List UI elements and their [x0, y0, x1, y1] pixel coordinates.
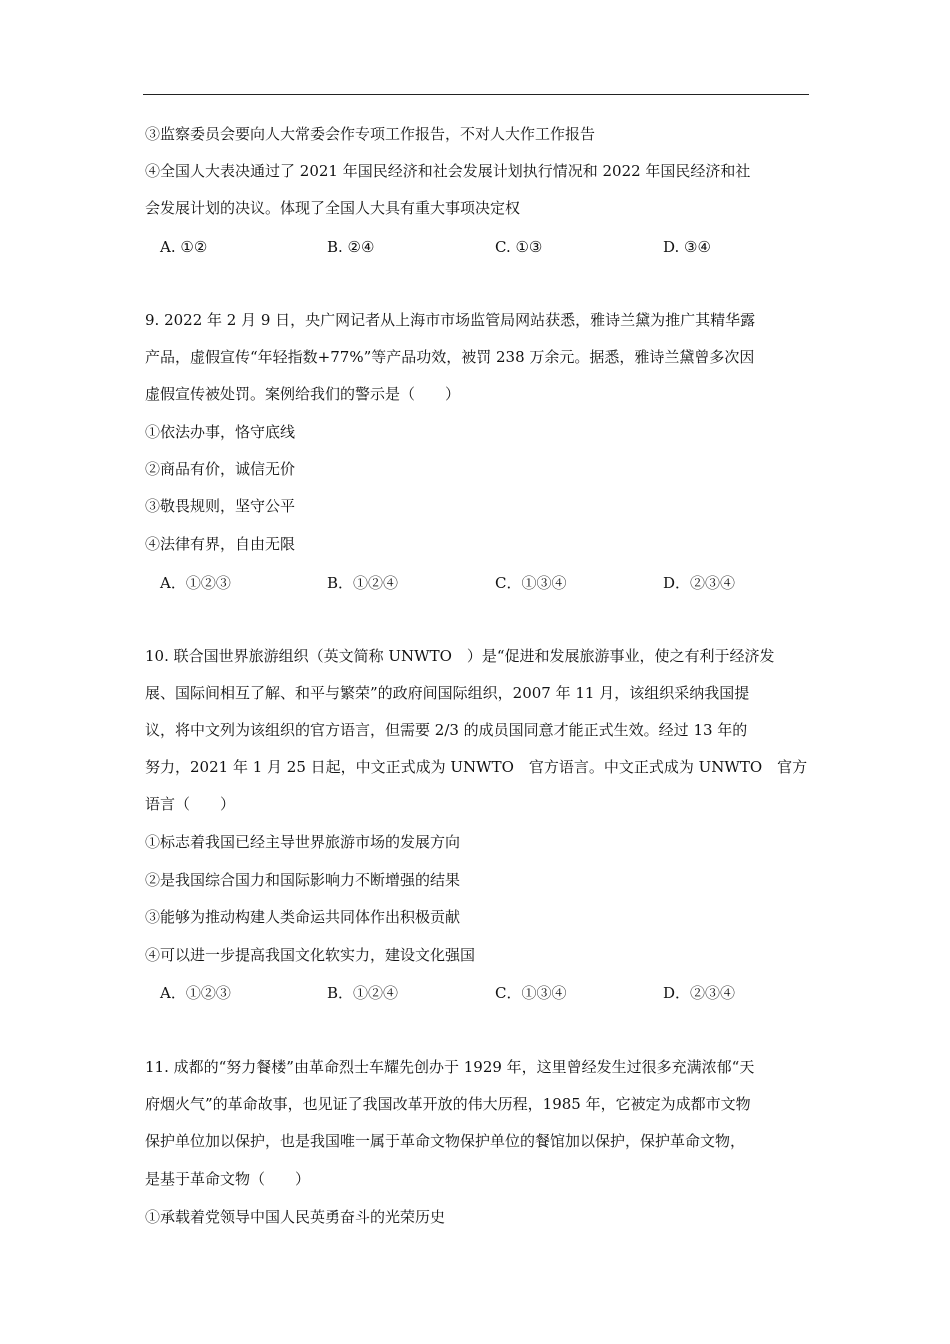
- q9-item-2: ②商品有价，诚信无价: [145, 460, 296, 478]
- q9-option-c: C．①③④: [495, 574, 567, 592]
- q9-option-b: B．①②④: [327, 574, 399, 592]
- q10-stem-line-3: 议，将中文列为该组织的官方语言，但需要 2/3 的成员国同意才能正式生效。经过 13 年的: [145, 721, 748, 739]
- q9-item-1: ①依法办事，恪守底线: [145, 423, 296, 441]
- q8-option-c: C. ①③: [495, 238, 543, 256]
- q8-item-4-line-1: ④全国人大表决通过了 2021 年国民经济和社会发展计划执行情况和 2022 年国民经济和社: [145, 162, 751, 180]
- q10-item-4: ④可以进一步提高我国文化软实力，建设文化强国: [145, 946, 476, 964]
- q8-item-4-line-2: 会发展计划的决议。体现了全国人大具有重大事项决定权: [145, 199, 521, 217]
- q10-option-d: D．②③④: [663, 984, 736, 1002]
- q10-option-a: A．①②③: [160, 984, 231, 1002]
- q11-item-1: ①承载着党领导中国人民英勇奋斗的光荣历史: [145, 1208, 446, 1226]
- q10-item-1: ①标志着我国已经主导世界旅游市场的发展方向: [145, 833, 461, 851]
- q8-option-b: B. ②④: [327, 238, 375, 256]
- q8-item-3: ③监察委员会要向人大常委会作专项工作报告，不对人大作工作报告: [145, 125, 596, 143]
- q11-stem-line-2: 府烟火气”的革命故事，也见证了我国改革开放的伟大历程，1985 年，它被定为成都市文物: [145, 1095, 751, 1113]
- q9-option-d: D．②③④: [663, 574, 736, 592]
- q8-option-d: D. ③④: [663, 238, 711, 256]
- q9-stem-line-3: 虚假宣传被处罚。案例给我们的警示是（ ）: [145, 385, 461, 403]
- q8-option-a: A. ①②: [160, 238, 208, 256]
- q10-stem-line-5: 语言（ ）: [145, 795, 236, 813]
- q9-option-a: A．①②③: [160, 574, 231, 592]
- q10-stem-line-4: 努力，2021 年 1 月 25 日起，中文正式成为 UNWTO 官方语言。中文正式成为 UNWTO 官方: [145, 758, 808, 776]
- q11-stem-line-3: 保护单位加以保护，也是我国唯一属于革命文物保护单位的餐馆加以保护，保护革命文物，: [145, 1132, 746, 1150]
- header-rule: [143, 94, 809, 95]
- q9-stem-line-1: 9. 2022 年 2 月 9 日，央广网记者从上海市市场监管局网站获悉，雅诗兰黛为推广其精华露: [145, 311, 756, 329]
- q11-stem-line-1: 11. 成都的“努力餐楼”由革命烈士车耀先创办于 1929 年，这里曾经发生过很多充满浓郁“天: [145, 1058, 755, 1076]
- q11-stem-line-4: 是基于革命文物（ ）: [145, 1170, 311, 1188]
- q9-stem-line-2: 产品，虚假宣传“年轻指数+77%”等产品功效，被罚 238 万余元。据悉，雅诗兰黛曾多次因: [145, 348, 755, 366]
- q10-item-2: ②是我国综合国力和国际影响力不断增强的结果: [145, 871, 461, 889]
- q10-stem-line-2: 展、国际间相互了解、和平与繁荣”的政府间国际组织，2007 年 11 月，该组织采纳我国提: [145, 684, 750, 702]
- q10-option-c: C．①③④: [495, 984, 567, 1002]
- q9-item-3: ③敬畏规则，坚守公平: [145, 497, 296, 515]
- q9-item-4: ④法律有界，自由无限: [145, 535, 296, 553]
- q10-stem-line-1: 10. 联合国世界旅游组织（英文简称 UNWTO ）是“促进和发展旅游事业，使之有利于经济发: [145, 647, 775, 665]
- q10-item-3: ③能够为推动构建人类命运共同体作出积极贡献: [145, 908, 461, 926]
- q10-option-b: B．①②④: [327, 984, 399, 1002]
